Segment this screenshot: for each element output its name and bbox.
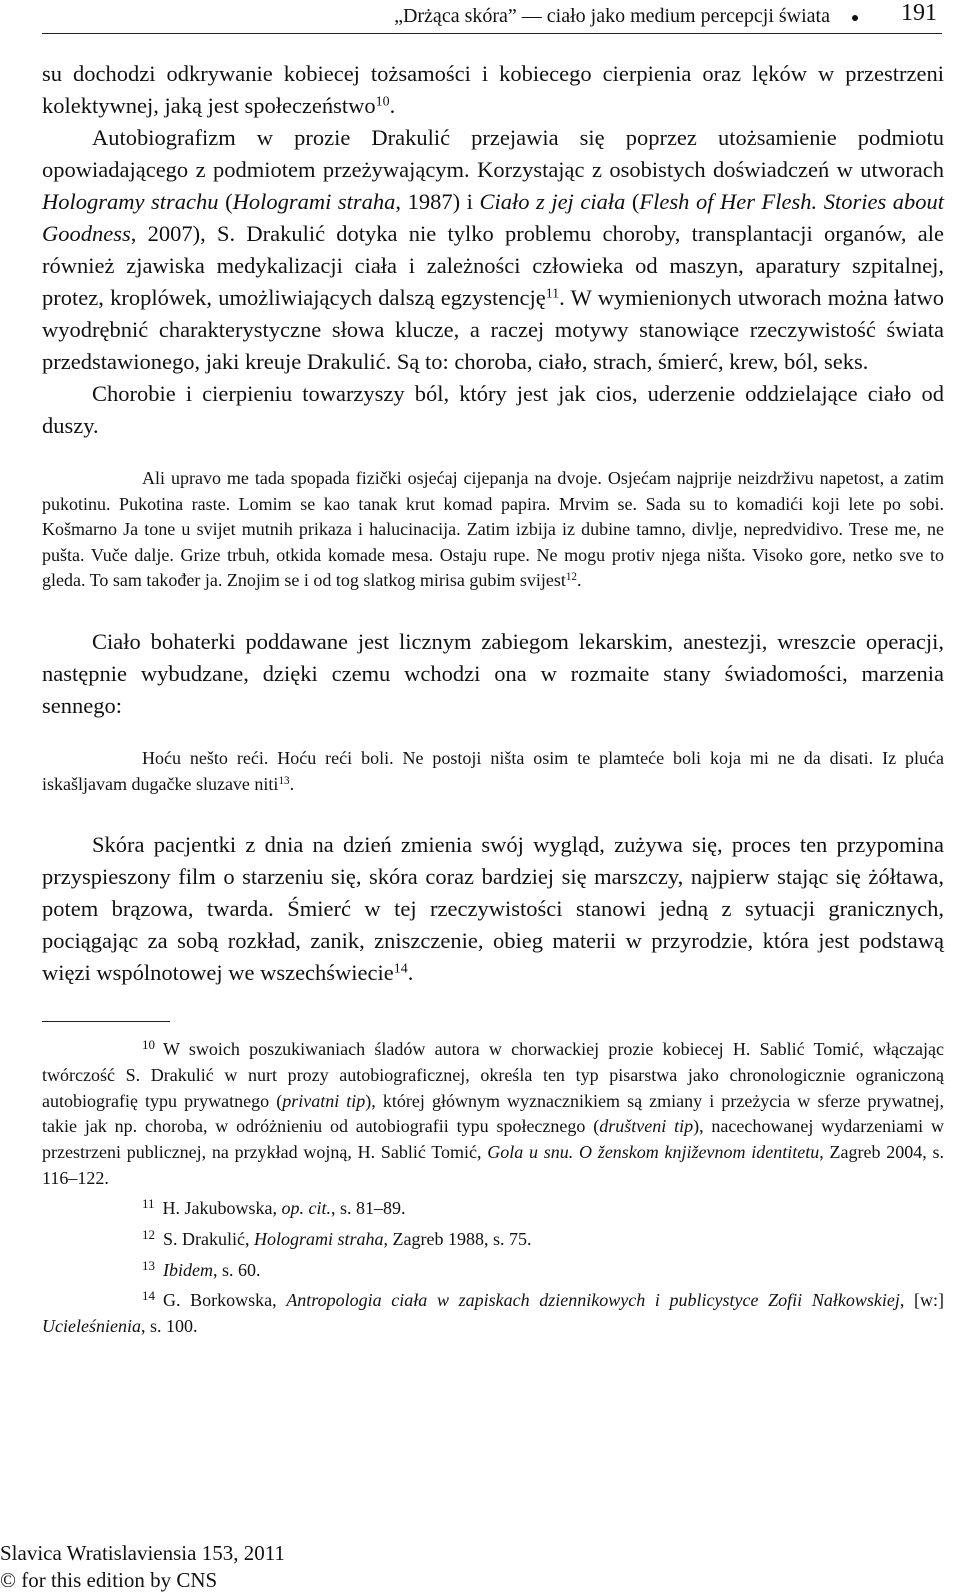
page-footer [0,1540,285,1594]
copyright-notice: © for this edition by CNS [0,1568,218,1592]
footnote-ref-14[interactable]: 14 [393,961,408,977]
footnote-12: 12 S. Drakulić, Hologrami straha, Zagreb 1988, s. 75. [142,1227,532,1250]
footnote-11: 11 H. Jakubowska, op. cit., s. 81–89. [142,1196,406,1219]
footnote-ref-11[interactable]: 11 [545,286,560,302]
block-quote-1: Ali upravo me tada spopada fizički osjećaj cijepanja na dvoje. Osjećam najprije neizdrživu napetost, a zatim pukotinu. Pukotina raste. Lomim se kao tanak krut komad papira. Mrvim se. Sada su to komadići koji lete po sobi. Košmarno Ja tone u svijet mutnih prikaza i halucinacija. Zatim izbija iz dubine tamno, divlje, nepredvidivo. Trese me, ne pušta. Vuče dalje. Grize trbuh, otkida komade mesa. Ostaju rupe. Ne mogu protiv njega ništa. Visoko gore, netko sve to gleda. To sam također ja. Znojim se i od tog slatkog mirisa gubim svijest$^{12}$. [42,468,944,591]
paragraph-2: Autobiografizm w prozie Drakulić przejawia się poprzez utożsamienie podmiotu opowiadającego z podmiotem przeżywającym. Korzystając z osobistych doświadczeń w utworach Hologramy strachu (Hologrami straha, 1987) i Ciało z jej ciała (Flesh of Her Flesh. Stories about Goodness, 2007), S. Drakulić dotyka nie tylko problemu choroby, transplantacji organów, ale również zjawiska medykalizacji ciała i zależności człowieka od maszyn, aparatury szpitalnej, protez, kroplówek, umożliwiających dalszą egzystencję$^{11}$. W wymienionych utworach można łatwo wyodrębnić charakterystyczne słowa klucze, a raczej motywy stanowiące rzeczywistość świata przedstawionego, jaki kreuje Drakulić. Są to: choroba, ciało, strach, śmierć, krew, ból, seks. [42,125,945,374]
footnote-ref-10[interactable]: 10 [375,94,390,110]
footnote-13: 13 Ibidem, s. 60. [142,1257,261,1280]
bullet-icon [852,15,858,21]
article-body [42,58,944,1340]
footnote-ref-12[interactable]: 12 [565,571,577,584]
paragraph-5: Skóra pacjentki z dnia na dzień zmienia swój wygląd, zużywa się, proces ten przypomina przyspieszony film o starzeniu się, skóra coraz bardziej się marszczy, najpierw stając się żółtawa, potem brązowa, twarda. Śmierć w tej rzeczywistości stanowi jedną z sytuacji granicznych, pociągając za sobą rozkład, zanik, zniszczenie, obieg materii w przyrodzie, która jest podstawą więzi wspólnotowej we wszechświecie$^{14}$. [42,832,944,986]
running-title: „Drżąca skóra” — ciało jako medium percepcji świata [394,5,830,27]
footnote-10: 10 W swoich poszukiwaniach śladów autora w chorwackiej prozie kobiecej H. Sablić Tomić, włączając twórczość S. Drakulić w nurt prozy autobiograficznej, określa ten typ pisarstwa jako chronologicznie ograniczoną autobiografię typu prywatnego (privatni tip), której głównym wyznacznikiem są zmiany i przeżycia w sferze prywatnej, takie jak np. choroba, w odróżnieniu od autobiografii typu społecznego (društveni tip), nacechowanej wydarzeniami w przestrzeni publicznej, na przykład wojną, H. Sablić Tomić, Gola u snu. O ženskom književnom identitetu, Zagreb 2004, s. 116–122. [42,1037,944,1188]
footnote-separator [42,1021,170,1022]
running-head [42,0,942,34]
page-number: 191 [901,0,937,26]
footnote-ref-13[interactable]: 13 [278,774,290,787]
footnote-14: 14 G. Borkowska, Antropologia ciała w zapiskach dziennikowych i publicystyce Zofii Nałkowskiej, [w:] Ucieleśnienia, s. 100. [42,1288,944,1337]
paragraph-3: Chorobie i cierpieniu towarzyszy ból, który jest jak cios, uderzenie oddzielające ciało od duszy. [42,381,944,438]
paragraph-1: su dochodzi odkrywanie kobiecej tożsamości i kobiecego cierpienia oraz lęków w przestrzeni kolektywnej, jaką jest społeczeństwo$^{10}$. [42,61,944,118]
paragraph-4: Ciało bohaterki poddawane jest licznym zabiegom lekarskim, anestezji, wreszcie operacji, następnie wybudzane, dzięki czemu wchodzi ona w rozmaite stany świadomości, marzenia sennego: [42,628,944,718]
journal-citation: Slavica Wratislaviensia 153, 2011 [0,1541,285,1565]
block-quote-2: Hoću nešto reći. Hoću reći boli. Ne postoji ništa osim te plamteće boli koja mi ne da disati. Iz pluća iskašljavam dugačke sluzave niti$^{13}$. [42,747,944,794]
